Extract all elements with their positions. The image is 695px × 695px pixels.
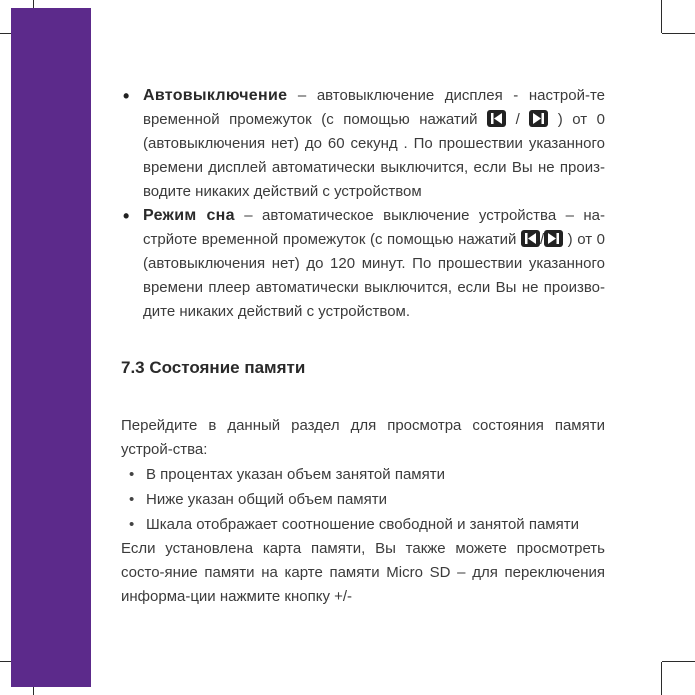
bullet-auto-off: [121, 84, 605, 204]
memory-info-list: [121, 462, 605, 537]
list-item: • Ниже указан общий объем памяти: [129, 491, 387, 508]
bullet-sleep-mode: [121, 204, 605, 324]
term-auto-off: Автовыключение: [143, 87, 288, 104]
bullet-dot: •: [123, 206, 130, 226]
page-content: [121, 84, 605, 609]
list-item: • В процентах указан объем занятой памяти: [129, 466, 445, 483]
term-sleep-mode: Режим сна: [143, 207, 235, 224]
crop-mark: [662, 661, 695, 662]
intro-paragraph: Перейдите в данный раздел для просмотра состояния памяти устрой-ства:: [121, 417, 605, 458]
section-heading: 7.3 Состояние памяти: [121, 358, 306, 377]
prev-track-icon: [521, 230, 540, 247]
sleep-text-before: – автоматическое выключение устройства – на-стрйоте временной промежуток (с помощью нажатий: [143, 207, 606, 248]
sleep-separator: /: [539, 231, 545, 248]
closing-paragraph: Если установлена карта памяти, Вы также можете просмотреть состо-яние памяти на карте памяти Micro SD – для переключения информа-ции нажмите кнопку +/-: [121, 540, 605, 605]
auto-off-text-after: ) от 0 (автовыключения нет) до 60 секунд . По прошествии указанного времени дисплей автоматически выключится, если Вы не произ-водите никаких действий с устройством: [143, 111, 605, 200]
auto-off-text-before: – автовыключение дисплея - настрой-те временной промежуток (с помощью нажатий: [143, 87, 605, 128]
next-track-icon: [529, 110, 548, 127]
purple-side-bar: [11, 8, 91, 687]
auto-off-separator: /: [506, 111, 530, 128]
crop-mark: [661, 662, 662, 695]
list-item: • Шкала отображает соотношение свободной и занятой памяти: [129, 516, 579, 533]
bullet-dot: •: [123, 86, 130, 106]
sleep-text-after: ) от 0 (автовыключения нет) до 120 минут. По прошествии указанного времени плеер автоматически выключится, если Вы не произво-дите никаких действий с устройством.: [143, 231, 605, 320]
crop-mark: [662, 33, 695, 34]
crop-mark: [661, 0, 662, 33]
next-track-icon: [544, 230, 563, 247]
prev-track-icon: [487, 110, 506, 127]
